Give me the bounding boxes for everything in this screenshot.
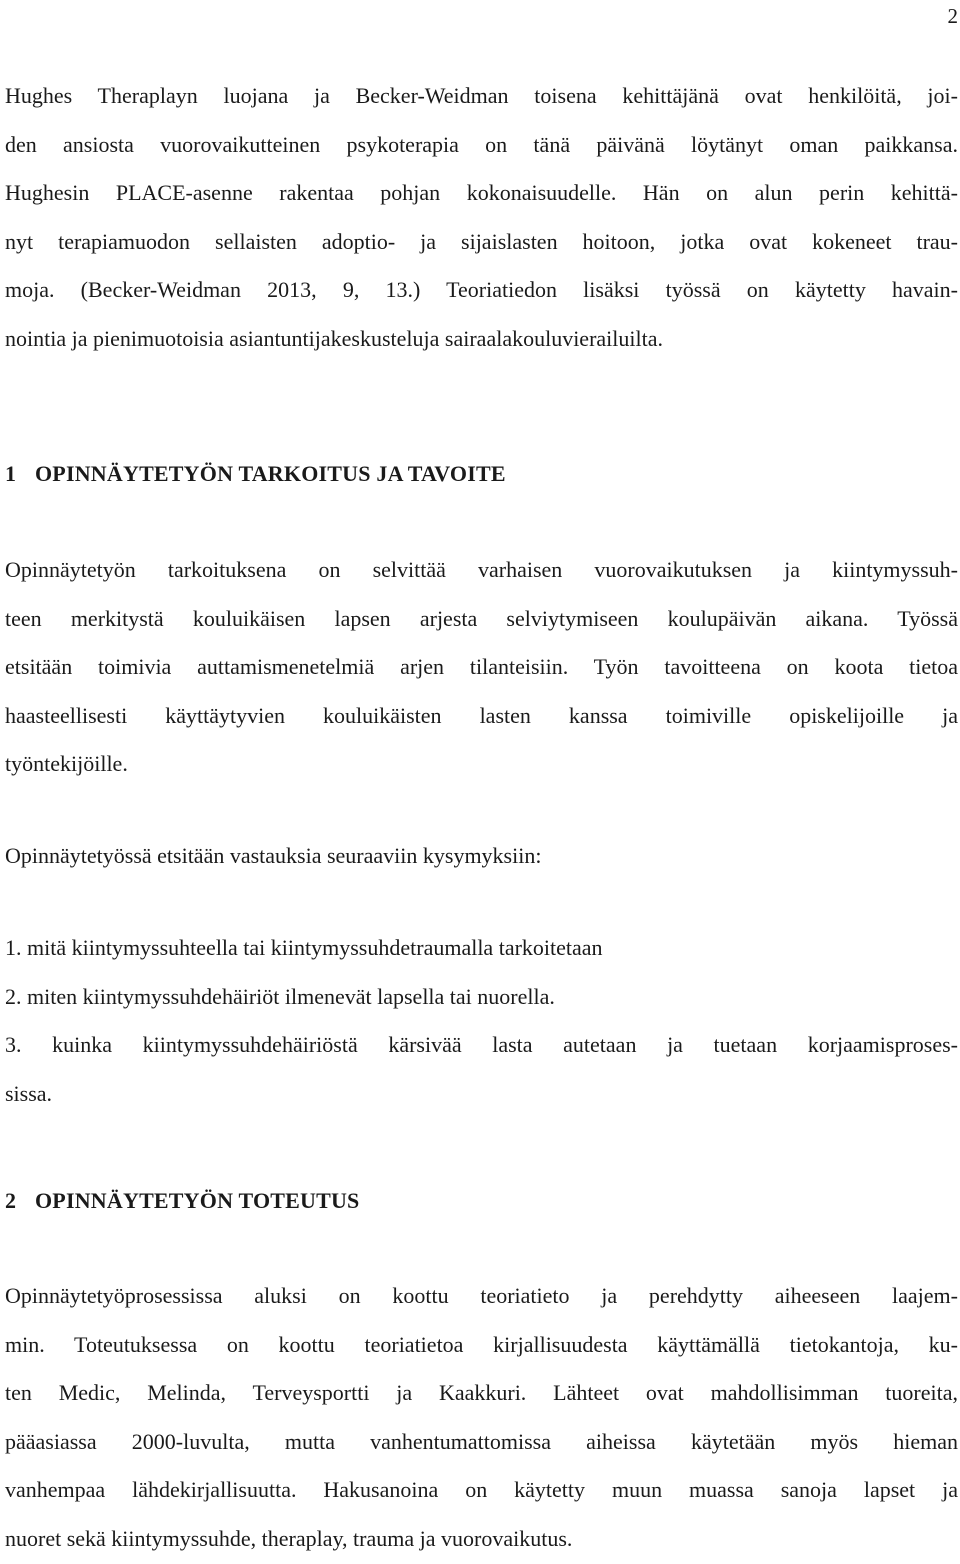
text-line: Hughesin PLACE-asenne rakentaa pohjan kokonaisuudelle. Hän on alun perin kehittä-: [5, 180, 958, 206]
text-line: haasteellisesti käyttäytyvien kouluikäisten lasten kanssa toimiville opiskelijoille ja: [5, 702, 958, 728]
text-line: nuoret sekä kiintymyssuhde, theraplay, trauma ja vuorovaikutus.: [5, 1525, 573, 1551]
text-line: den ansiosta vuorovaikutteinen psykoterapia on tänä päivänä löytänyt oman paikkansa.: [5, 131, 958, 157]
text-line: nyt terapiamuodon sellaisten adoptio- ja sijaislasten hoitoon, jotka ovat kokeneet trau-: [5, 228, 958, 254]
text-line: nointia ja pienimuotoisia asiantuntijakeskusteluja sairaalakouluvierailuilta.: [5, 325, 663, 351]
intro-paragraph: [5, 72, 958, 364]
questions-intro: Opinnäytetyössä etsitään vastauksia seuraaviin kysymyksiin:: [5, 843, 542, 868]
text-line: moja. (Becker-Weidman 2013, 9, 13.) Teoriatiedon lisäksi työssä on käytetty havain-: [5, 277, 958, 303]
questions-list: [5, 924, 958, 1118]
section-1-heading: [5, 460, 958, 488]
question-item: [5, 973, 958, 1022]
section-1-paragraph: [5, 546, 958, 789]
text-line: Opinnäytetyön tarkoituksena on selvittää varhaisen vuorovaikutuksen ja kiintymyssuh-: [5, 557, 958, 582]
text-line: vanhempaa lähdekirjallisuutta. Hakusanoina on käytetty muun muassa sanoja lapset ja: [5, 1477, 958, 1503]
section-1-number: 1: [5, 461, 17, 486]
text-line: pääasiassa 2000-luvulta, mutta vanhentumattomissa aiheissa käytetään myös hieman: [5, 1428, 958, 1454]
section-2-heading: [5, 1187, 958, 1215]
text-line: ten Medic, Melinda, Terveysportti ja Kaakkuri. Lähteet ovat mahdollisimman tuoreita,: [5, 1380, 958, 1406]
text-line: Opinnäytetyöprosessissa aluksi on koottu teoriatieto ja perehdytty aiheeseen laajem-: [5, 1283, 958, 1308]
section-2-number: 2: [5, 1188, 17, 1213]
text-line: sissa.: [5, 1080, 53, 1106]
text-line: 1. mitä kiintymyssuhteella tai kiintymyssuhdetraumalla tarkoitetaan: [5, 935, 603, 960]
text-line: työntekijöille.: [5, 751, 128, 777]
section-2-title: OPINNÄYTETYÖN TOTEUTUS: [35, 1188, 360, 1213]
question-item: [5, 1021, 958, 1118]
text-line: 3. kuinka kiintymyssuhdehäiriöstä kärsivää lasta autetaan ja tuetaan korjaamisproses-: [5, 1032, 958, 1058]
question-item: [5, 924, 958, 973]
text-line: min. Toteutuksessa on koottu teoriatietoa kirjallisuudesta käyttämällä tietokantoja, ku-: [5, 1331, 958, 1357]
section-1-title: OPINNÄYTETYÖN TARKOITUS JA TAVOITE: [35, 461, 506, 486]
text-line: teen merkitystä kouluikäisen lapsen arjesta selviytymiseen koulupäivän aikana. Työssä: [5, 605, 958, 631]
section-2-paragraph: [5, 1272, 958, 1564]
text-line: 2. miten kiintymyssuhdehäiriöt ilmenevät lapsella tai nuorella.: [5, 983, 555, 1009]
page-number: 2: [947, 4, 958, 28]
text-line: Hughes Theraplayn luojana ja Becker-Weidman toisena kehittäjänä ovat henkilöitä, joi-: [5, 83, 958, 108]
text-line: etsitään toimivia auttamismenetelmiä arjen tilanteisiin. Työn tavoitteena on koota tietoa: [5, 654, 958, 680]
